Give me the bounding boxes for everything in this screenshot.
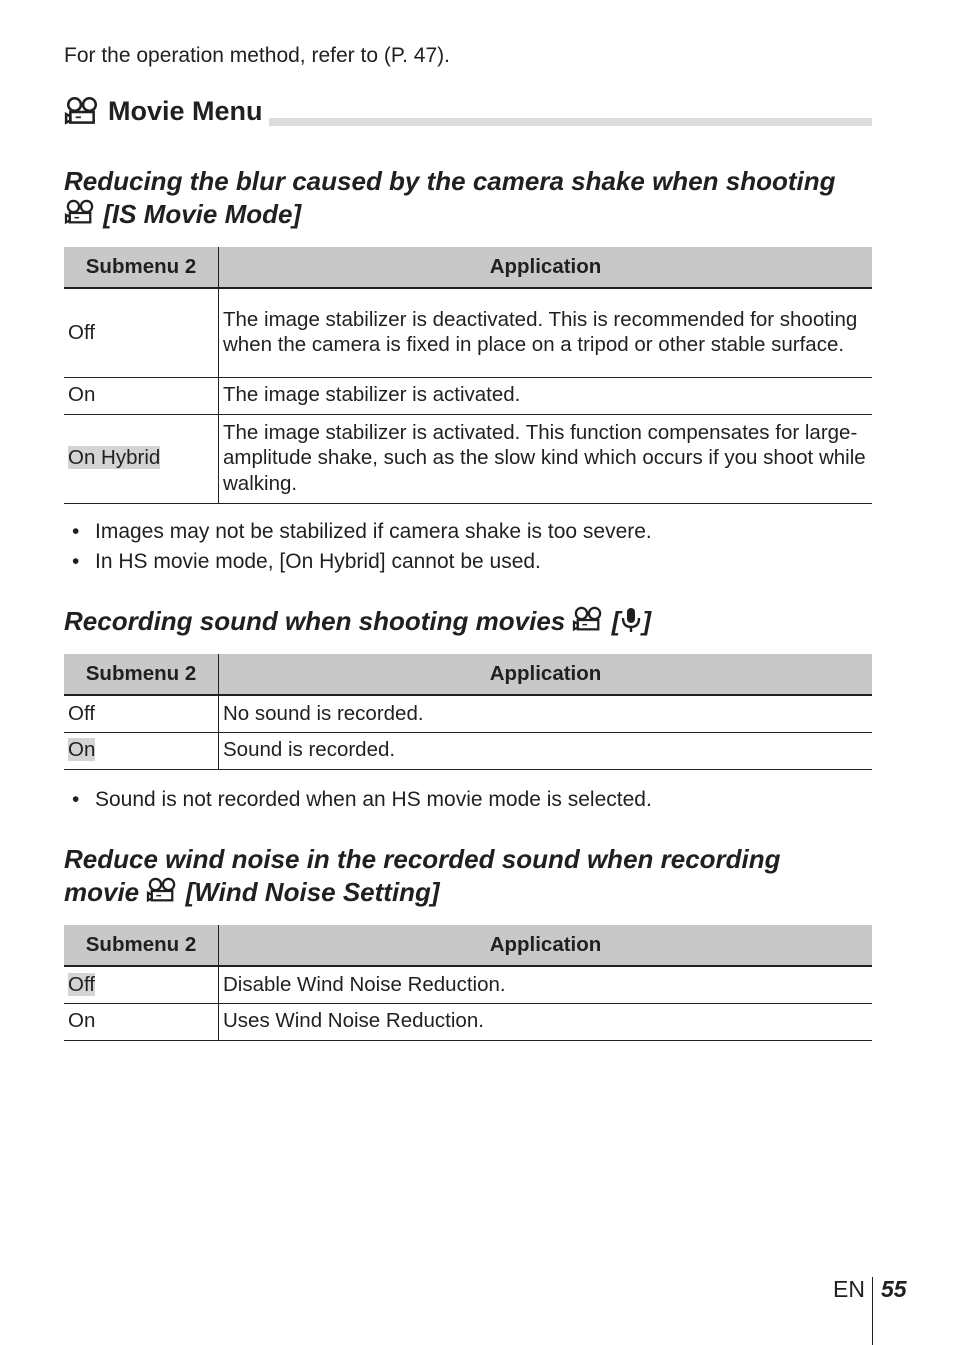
application-cell: Disable Wind Noise Reduction. — [219, 966, 873, 1003]
table-header-row — [64, 654, 872, 695]
heading-line: Reduce wind noise in the recorded sound when recording — [64, 844, 781, 874]
submenu-cell — [64, 288, 219, 377]
table-row — [64, 377, 872, 414]
microphone-icon — [620, 607, 642, 641]
heading-bracket: ] — [642, 606, 652, 636]
movie-menu-title — [64, 94, 872, 130]
application-cell: The image stabilizer is activated. This function compensates for large-amplitude shake, such as the slow kind which occurs if you shoot while walking. — [219, 414, 873, 503]
application-cell: Uses Wind Noise Reduction. — [219, 1003, 873, 1040]
heading-line: Reducing the blur caused by the camera shake when shooting — [64, 166, 836, 196]
submenu-cell — [64, 966, 219, 1003]
section-heading-wind-noise — [64, 843, 884, 913]
notes-list — [64, 517, 652, 577]
col-application: Application — [219, 925, 873, 966]
application-cell: The image stabilizer is deactivated. This is recommended for shooting when the camera is fixed in place on a tripod or other stable surface. — [219, 288, 873, 377]
notes-list — [64, 785, 652, 815]
col-submenu: Submenu 2 — [64, 247, 219, 288]
submenu-value: Off — [68, 701, 95, 725]
heading-text: Recording sound when shooting movies — [64, 606, 566, 636]
submenu-cell — [64, 732, 219, 769]
submenu-cell — [64, 695, 219, 732]
movie-camera-icon — [64, 96, 100, 133]
submenu-cell — [64, 1003, 219, 1040]
section-heading-is-movie-mode — [64, 165, 884, 235]
table-row — [64, 732, 872, 769]
submenu-value: Off — [68, 320, 95, 344]
heading-text: movie — [64, 877, 140, 907]
title-rule — [269, 118, 872, 126]
table-header-row — [64, 247, 872, 288]
is-movie-mode-table — [64, 247, 872, 504]
wind-noise-table — [64, 925, 872, 1041]
application-cell: The image stabilizer is activated. — [219, 377, 873, 414]
submenu-value: On — [68, 383, 96, 407]
footer-divider — [872, 1277, 873, 1345]
footer-language: EN — [833, 1276, 865, 1302]
col-submenu: Submenu 2 — [64, 925, 219, 966]
movie-menu-label: Movie Menu — [108, 96, 263, 126]
submenu-cell — [64, 377, 219, 414]
table-row — [64, 414, 872, 503]
movie-camera-icon — [146, 877, 178, 913]
submenu-value: On — [68, 1009, 96, 1033]
col-submenu: Submenu 2 — [64, 654, 219, 695]
table-row — [64, 1003, 872, 1040]
submenu-value-default: On Hybrid — [68, 446, 161, 470]
intro-text: For the operation method, refer to (P. 47). — [64, 44, 450, 67]
application-cell: Sound is recorded. — [219, 732, 873, 769]
submenu-value-default: Off — [68, 972, 95, 996]
heading-bracket: [ — [611, 606, 621, 636]
heading-line — [64, 876, 884, 913]
col-application: Application — [219, 247, 873, 288]
table-row — [64, 288, 872, 377]
table-header-row — [64, 925, 872, 966]
table-row — [64, 695, 872, 732]
note-item: • In HS movie mode, [On Hybrid] cannot be used. — [64, 547, 652, 577]
note-item: • Images may not be stabilized if camera shake is too severe. — [64, 517, 652, 547]
movie-camera-icon — [572, 606, 604, 642]
page-number: 55 — [881, 1276, 907, 1302]
submenu-cell — [64, 414, 219, 503]
heading-tag: [IS Movie Mode] — [103, 199, 302, 229]
sound-table — [64, 654, 872, 770]
submenu-value-default: On — [68, 738, 96, 762]
heading-line — [64, 198, 884, 235]
table-row — [64, 966, 872, 1003]
col-application: Application — [219, 654, 873, 695]
note-item: • Sound is not recorded when an HS movie mode is selected. — [64, 785, 652, 815]
application-cell: No sound is recorded. — [219, 695, 873, 732]
heading-tag: [Wind Noise Setting] — [185, 877, 440, 907]
movie-camera-icon — [64, 199, 96, 235]
section-heading-sound — [64, 605, 651, 642]
